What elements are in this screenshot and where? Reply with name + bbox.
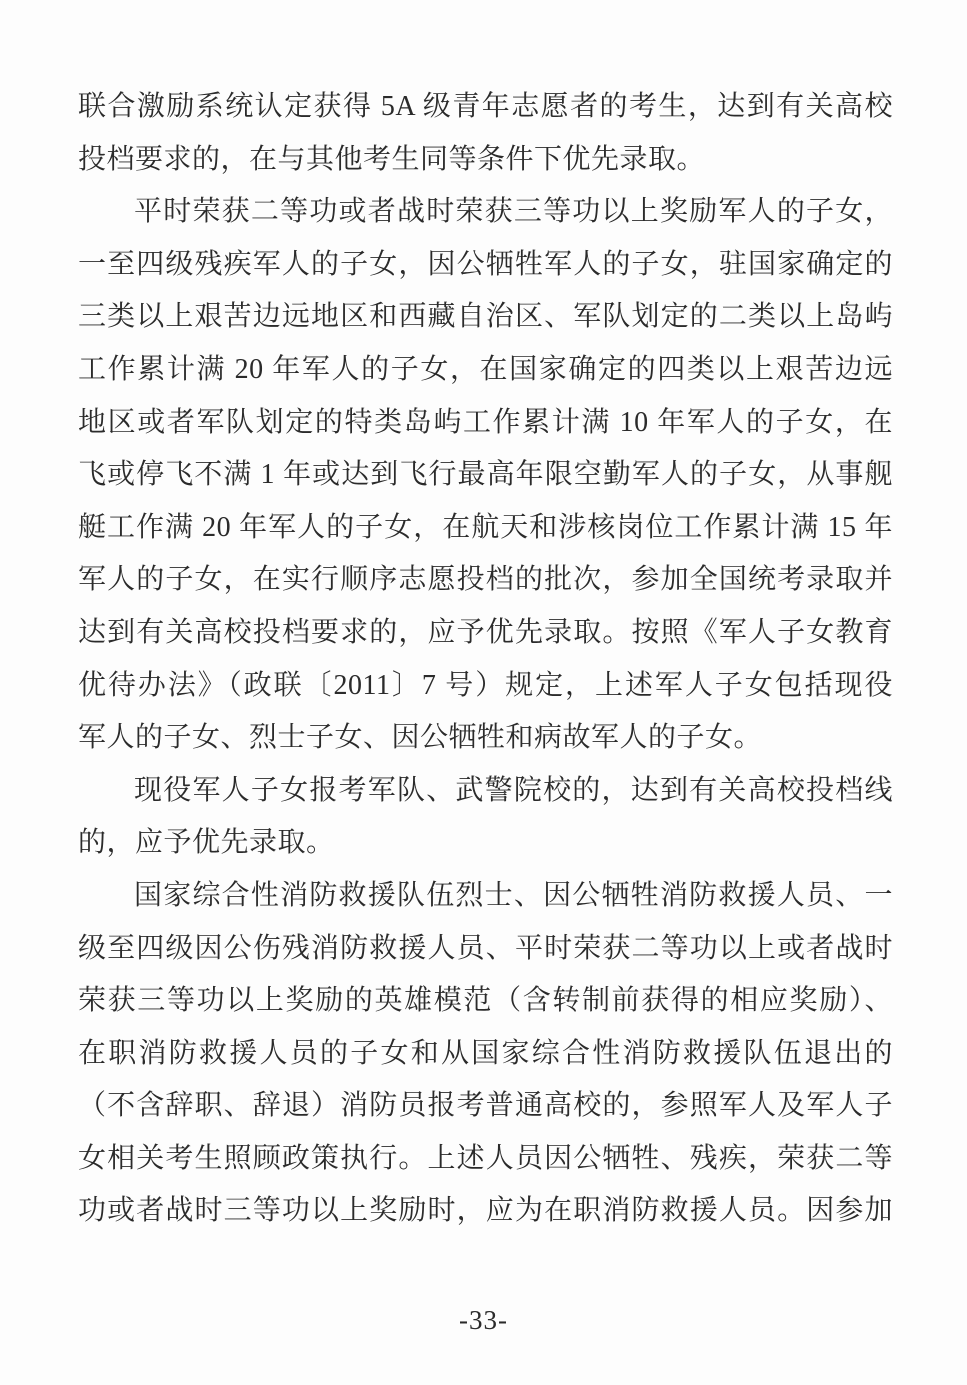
text-line: （不含辞职、辞退）消防员报考普通高校的，参照军人及军人子 xyxy=(78,1090,893,1122)
text-line: 荣获三等功以上奖励的英雄模范（含转制前获得的相应奖励）、 xyxy=(78,985,893,1017)
text-line: 功或者战时三等功以上奖励时，应为在职消防救援人员。因参加 xyxy=(78,1195,893,1227)
text-line: 军人的子女、烈士子女、因公牺牲和病故军人的子女。 xyxy=(78,722,763,754)
text-line: 的，应予优先录取。 xyxy=(78,827,335,859)
text-line: 在职消防救援人员的子女和从国家综合性消防救援队伍退出的 xyxy=(78,1037,893,1069)
text-line: 优待办法》（政联〔2011〕7 号）规定，上述军人子女包括现役 xyxy=(78,669,893,701)
text-line: 联合激励系统认定获得 5A 级青年志愿者的考生，达到有关高校 xyxy=(78,91,893,122)
text-line: 一至四级残疾军人的子女，因公牺牲军人的子女，驻国家确定的 xyxy=(78,248,893,280)
page-number: -33- xyxy=(459,1305,508,1335)
text-line: 级至四级因公伤残消防救援人员、平时荣获二等功以上或者战时 xyxy=(78,932,893,964)
body-text xyxy=(78,81,893,1238)
text-line: 地区或者军队划定的特类岛屿工作累计满 10 年军人的子女，在 xyxy=(78,406,893,438)
text-line: 三类以上艰苦边远地区和西藏自治区、军队划定的二类以上岛屿 xyxy=(78,301,893,333)
text-line: 艇工作满 20 年军人的子女，在航天和涉核岗位工作累计满 15 年 xyxy=(78,511,893,543)
text-line: 现役军人子女报考军队、武警院校的，达到有关高校投档线 xyxy=(134,774,893,806)
text-line: 工作累计满 20 年军人的子女，在国家确定的四类以上艰苦边远 xyxy=(78,353,893,385)
text-line: 平时荣获二等功或者战时荣获三等功以上奖励军人的子女， xyxy=(134,196,893,228)
text-line: 飞或停飞不满 1 年或达到飞行最高年限空勤军人的子女，从事舰 xyxy=(78,459,893,491)
text-line: 国家综合性消防救援队伍烈士、因公牺牲消防救援人员、一 xyxy=(134,879,893,911)
text-line: 投档要求的，在与其他考生同等条件下优先录取。 xyxy=(78,143,706,175)
text-line: 军人的子女，在实行顺序志愿投档的批次，参加全国统考录取并 xyxy=(78,564,893,596)
text-line: 女相关考生照顾政策执行。上述人员因公牺牲、残疾，荣获二等 xyxy=(78,1142,893,1174)
text-line: 达到有关高校投档要求的，应予优先录取。按照《军人子女教育 xyxy=(78,616,893,648)
